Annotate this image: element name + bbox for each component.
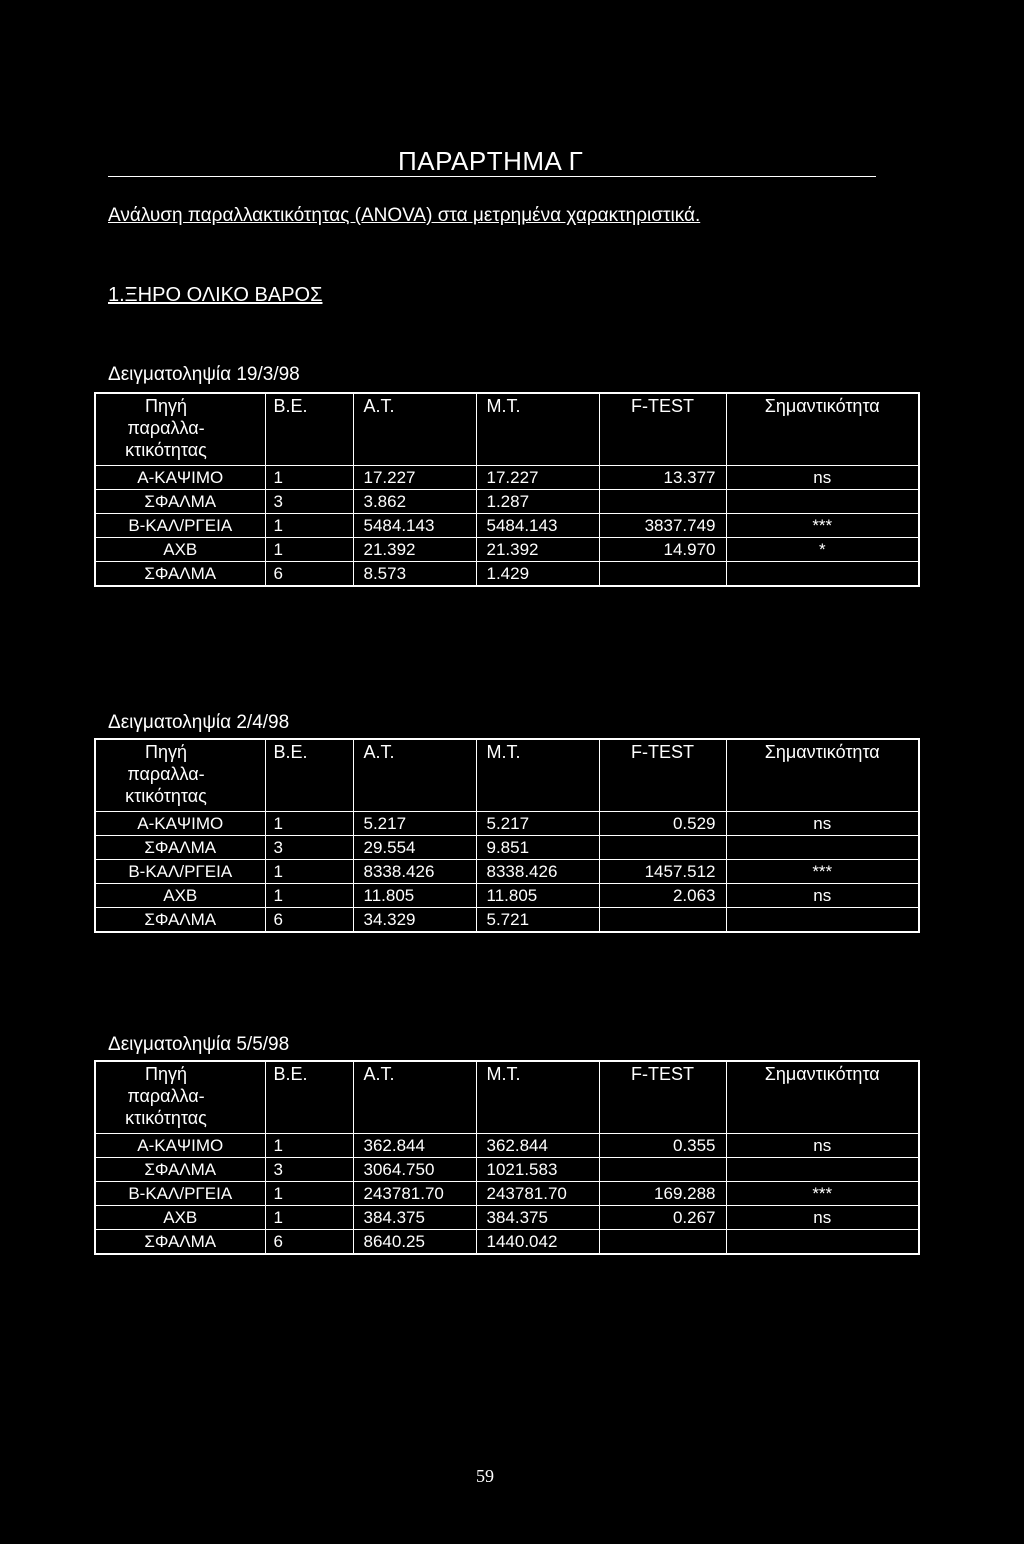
cell-ss: 8338.426	[353, 860, 476, 884]
table-row	[95, 908, 919, 933]
cell-df: 6	[265, 908, 353, 933]
sampling-date-label: Δειγματοληψία 2/4/98	[108, 712, 290, 733]
cell-source: ΑΧΒ	[95, 1206, 265, 1230]
header-source-line: παραλλα-	[127, 1086, 205, 1106]
header-source-line: παραλλα-	[127, 418, 205, 438]
table-header-row	[95, 393, 919, 466]
cell-ms: 17.227	[476, 466, 599, 490]
header-source	[95, 739, 265, 812]
header-df: Β.Ε.	[265, 1061, 353, 1134]
cell-f	[599, 836, 726, 860]
cell-ss: 5484.143	[353, 514, 476, 538]
header-ss: Α.Τ.	[353, 393, 476, 466]
cell-ms: 5484.143	[476, 514, 599, 538]
header-ss: Α.Τ.	[353, 739, 476, 812]
cell-ss: 34.329	[353, 908, 476, 933]
anova-table	[94, 738, 920, 933]
cell-df: 1	[265, 1206, 353, 1230]
cell-ms: 1440.042	[476, 1230, 599, 1255]
sampling-date-label: Δειγματοληψία 19/3/98	[108, 364, 300, 385]
cell-ms: 8338.426	[476, 860, 599, 884]
cell-f: 169.288	[599, 1182, 726, 1206]
table-row	[95, 1230, 919, 1255]
page-number: 59	[476, 1466, 494, 1486]
cell-ss: 384.375	[353, 1206, 476, 1230]
header-source-line: κτικότητας	[125, 786, 207, 806]
header-sig: Σημαντικότητα	[726, 393, 919, 466]
table-row	[95, 812, 919, 836]
header-source-line: Πηγή	[144, 1064, 188, 1084]
header-source	[95, 393, 265, 466]
cell-df: 1	[265, 860, 353, 884]
cell-f: 0.355	[599, 1134, 726, 1158]
header-ms: Μ.Τ.	[476, 739, 599, 812]
table-header-row	[95, 1061, 919, 1134]
cell-ss: 5.217	[353, 812, 476, 836]
cell-source: Α-ΚΑΨΙΜΟ	[95, 466, 265, 490]
cell-df: 1	[265, 812, 353, 836]
cell-source: Β-ΚΑΛ/ΡΓΕΙΑ	[95, 514, 265, 538]
cell-source: Β-ΚΑΛ/ΡΓΕΙΑ	[95, 860, 265, 884]
header-source-line: κτικότητας	[125, 1108, 207, 1128]
header-df: Β.Ε.	[265, 393, 353, 466]
cell-source: ΣΦΑΛΜΑ	[95, 562, 265, 587]
anova-table	[94, 392, 920, 587]
cell-source: ΣΦΑΛΜΑ	[95, 1230, 265, 1255]
header-rule	[108, 176, 876, 177]
table-row	[95, 538, 919, 562]
table-row	[95, 1158, 919, 1182]
cell-ms: 384.375	[476, 1206, 599, 1230]
cell-df: 1	[265, 514, 353, 538]
cell-ms: 243781.70	[476, 1182, 599, 1206]
cell-df: 1	[265, 466, 353, 490]
table-row	[95, 490, 919, 514]
header-f: F-TEST	[599, 393, 726, 466]
header-source-line: κτικότητας	[125, 440, 207, 460]
cell-ss: 3064.750	[353, 1158, 476, 1182]
cell-f	[599, 490, 726, 514]
header-sig: Σημαντικότητα	[726, 739, 919, 812]
cell-sig	[726, 490, 919, 514]
header-df: Β.Ε.	[265, 739, 353, 812]
table-header-row	[95, 739, 919, 812]
header-source-line: Πηγή	[144, 396, 188, 416]
cell-ms: 21.392	[476, 538, 599, 562]
sampling-date-label: Δειγματοληψία 5/5/98	[108, 1034, 290, 1055]
cell-df: 3	[265, 1158, 353, 1182]
header-ss: Α.Τ.	[353, 1061, 476, 1134]
cell-source: Α-ΚΑΨΙΜΟ	[95, 812, 265, 836]
cell-sig: ***	[726, 860, 919, 884]
cell-sig: ns	[726, 466, 919, 490]
cell-df: 1	[265, 1134, 353, 1158]
table-row	[95, 860, 919, 884]
cell-ms: 9.851	[476, 836, 599, 860]
cell-f: 3837.749	[599, 514, 726, 538]
anova-table	[94, 1060, 920, 1255]
cell-ms: 5.217	[476, 812, 599, 836]
cell-ms: 5.721	[476, 908, 599, 933]
cell-sig: ns	[726, 1134, 919, 1158]
cell-f: 13.377	[599, 466, 726, 490]
cell-sig: ns	[726, 1206, 919, 1230]
cell-f	[599, 1158, 726, 1182]
section-title: 1.ΞΗΡΟ ΟΛΙΚΟ ΒΑΡΟΣ	[108, 284, 323, 306]
header-f: F-TEST	[599, 1061, 726, 1134]
cell-sig: ns	[726, 884, 919, 908]
cell-sig	[726, 1230, 919, 1255]
header-source-line: Πηγή	[144, 742, 188, 762]
cell-ss: 362.844	[353, 1134, 476, 1158]
cell-f	[599, 1230, 726, 1255]
cell-f	[599, 908, 726, 933]
cell-ss: 21.392	[353, 538, 476, 562]
cell-df: 1	[265, 538, 353, 562]
table-row	[95, 1182, 919, 1206]
cell-sig	[726, 1158, 919, 1182]
table-row	[95, 562, 919, 587]
table-row	[95, 1206, 919, 1230]
cell-source: ΣΦΑΛΜΑ	[95, 908, 265, 933]
appendix-title: ΠΑΡΑΡΤΗΜΑ Γ	[398, 146, 584, 176]
table-row	[95, 836, 919, 860]
cell-df: 6	[265, 1230, 353, 1255]
cell-df: 1	[265, 884, 353, 908]
header-ms: Μ.Τ.	[476, 1061, 599, 1134]
cell-ss: 29.554	[353, 836, 476, 860]
cell-f	[599, 562, 726, 587]
cell-source: ΑΧΒ	[95, 884, 265, 908]
cell-source: ΣΦΑΛΜΑ	[95, 490, 265, 514]
table-row	[95, 1134, 919, 1158]
cell-df: 3	[265, 490, 353, 514]
cell-ss: 3.862	[353, 490, 476, 514]
header-source-line: παραλλα-	[127, 764, 205, 784]
table-row	[95, 514, 919, 538]
cell-source: ΣΦΑΛΜΑ	[95, 836, 265, 860]
cell-f: 0.267	[599, 1206, 726, 1230]
cell-f: 1457.512	[599, 860, 726, 884]
cell-f: 14.970	[599, 538, 726, 562]
cell-source: Α-ΚΑΨΙΜΟ	[95, 1134, 265, 1158]
cell-sig	[726, 836, 919, 860]
cell-df: 3	[265, 836, 353, 860]
cell-ms: 11.805	[476, 884, 599, 908]
cell-ss: 8.573	[353, 562, 476, 587]
cell-ms: 1.429	[476, 562, 599, 587]
cell-df: 1	[265, 1182, 353, 1206]
cell-ss: 17.227	[353, 466, 476, 490]
cell-sig: ***	[726, 1182, 919, 1206]
cell-ss: 243781.70	[353, 1182, 476, 1206]
cell-sig	[726, 908, 919, 933]
cell-sig: *	[726, 538, 919, 562]
document-subtitle: Ανάλυση παραλλακτικότητας (ANOVA) στα μετρημένα χαρακτηριστικά.	[108, 205, 701, 226]
table-row	[95, 466, 919, 490]
cell-ms: 1.287	[476, 490, 599, 514]
header-f: F-TEST	[599, 739, 726, 812]
header-sig: Σημαντικότητα	[726, 1061, 919, 1134]
cell-df: 6	[265, 562, 353, 587]
cell-source: ΑΧΒ	[95, 538, 265, 562]
cell-sig: ns	[726, 812, 919, 836]
cell-source: ΣΦΑΛΜΑ	[95, 1158, 265, 1182]
cell-source: Β-ΚΑΛ/ΡΓΕΙΑ	[95, 1182, 265, 1206]
cell-sig	[726, 562, 919, 587]
table-row	[95, 884, 919, 908]
cell-ms: 362.844	[476, 1134, 599, 1158]
header-source	[95, 1061, 265, 1134]
cell-ss: 8640.25	[353, 1230, 476, 1255]
cell-f: 2.063	[599, 884, 726, 908]
cell-sig: ***	[726, 514, 919, 538]
header-ms: Μ.Τ.	[476, 393, 599, 466]
cell-ms: 1021.583	[476, 1158, 599, 1182]
cell-ss: 11.805	[353, 884, 476, 908]
cell-f: 0.529	[599, 812, 726, 836]
